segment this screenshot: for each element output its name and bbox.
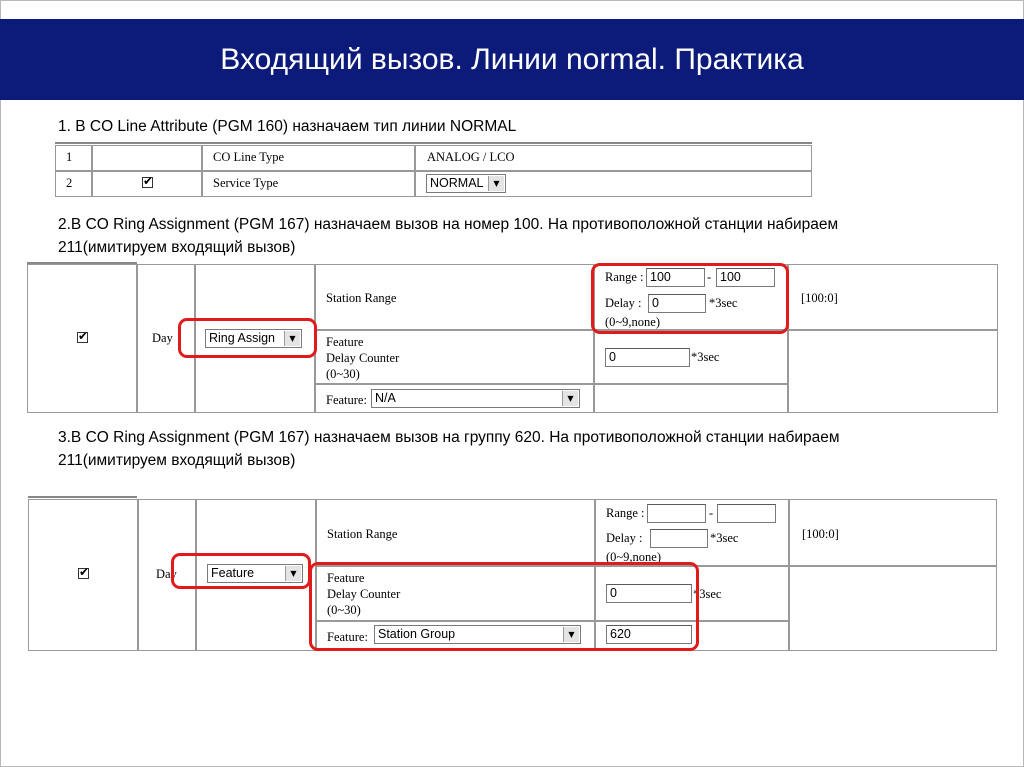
feature-group-highlight	[309, 562, 699, 651]
delay-label: Delay :	[605, 296, 642, 310]
bracket-value: [100:0]	[801, 291, 838, 305]
feature-checkbox[interactable]	[78, 565, 90, 579]
step-3-text-line1: 3.В CO Ring Assignment (PGM 167) назначаем вызов на группу 620. На противоположной станции набираем	[58, 429, 840, 446]
dropdown-arrow-icon: ▼	[285, 566, 301, 581]
checkbox-checked-icon: ✔	[79, 565, 90, 579]
range-label: Range :	[605, 270, 644, 284]
delay-unit: *3sec	[709, 296, 738, 310]
delay-counter-unit: *3sec	[693, 587, 722, 601]
empty-cell	[788, 330, 998, 413]
day-label: Day	[152, 331, 173, 345]
station-group-input[interactable]: 620	[606, 625, 692, 644]
row-number-cell	[55, 171, 92, 197]
mode-selected: Feature	[211, 566, 255, 580]
delay-counter-range: (0~30)	[327, 603, 361, 617]
row-number-cell	[55, 145, 92, 171]
service-type-checkbox[interactable]	[142, 174, 154, 188]
dropdown-arrow-icon: ▼	[562, 391, 578, 406]
co-line-type-value: ANALOG / LCO	[427, 150, 515, 164]
feature-row-label: Feature:	[327, 630, 368, 644]
slide-title: Входящий вызов. Линии normal. Практика	[220, 43, 804, 76]
delay-input[interactable]	[650, 529, 708, 548]
dropdown-arrow-icon: ▼	[488, 176, 504, 191]
delay-label: Delay :	[606, 531, 643, 545]
empty-cell	[594, 384, 788, 413]
range-dash: -	[707, 270, 712, 284]
range-delay-highlight	[591, 263, 789, 334]
row-number: 1	[66, 150, 73, 164]
feature-selected: N/A	[375, 391, 396, 405]
delay-input[interactable]: 0	[648, 294, 706, 313]
step-1-text: 1. В CO Line Attribute (PGM 160) назначаем тип линии NORMAL	[58, 118, 517, 135]
co-line-type-label: CO Line Type	[213, 150, 285, 164]
checkbox-checked-icon: ✔	[143, 174, 154, 188]
delay-counter-label: Delay Counter	[327, 587, 401, 601]
range-to-input[interactable]	[717, 504, 776, 523]
mode-selected: Ring Assign	[209, 331, 276, 345]
dropdown-arrow-icon: ▼	[563, 627, 579, 642]
step-3-text-line2: 211(имитируем входящий вызов)	[58, 452, 296, 469]
delay-counter-range: (0~30)	[326, 367, 360, 381]
delay-counter-input[interactable]: 0	[606, 584, 692, 603]
feature-selected: Station Group	[378, 627, 456, 641]
checkbox-checked-icon: ✔	[78, 329, 89, 343]
title-banner	[0, 19, 1024, 100]
day-label: Day	[156, 567, 177, 581]
station-range-label: Station Range	[326, 291, 397, 305]
range-dash: -	[709, 506, 714, 520]
row-check-cell	[92, 145, 202, 171]
feature-select[interactable]	[371, 389, 580, 408]
table-top-border	[28, 496, 137, 498]
delay-hint: (0~9,none)	[605, 315, 661, 329]
feature-label: Feature	[327, 571, 365, 585]
delay-hint: (0~9,none)	[606, 550, 662, 564]
step-2-text-line1: 2.В CO Ring Assignment (PGM 167) назначаем вызов на номер 100. На противоположной станции набираем	[58, 216, 839, 233]
delay-counter-unit: *3sec	[691, 350, 720, 364]
row-number: 2	[66, 176, 73, 190]
range-label: Range :	[606, 506, 645, 520]
range-to-input[interactable]: 100	[716, 268, 775, 287]
bracket-value: [100:0]	[802, 527, 839, 541]
service-type-select[interactable]	[426, 174, 506, 193]
feature-label: Feature	[326, 335, 364, 349]
table-top-border	[55, 142, 812, 144]
empty-cell	[789, 566, 997, 651]
mode-highlight	[171, 553, 311, 589]
dropdown-arrow-icon: ▼	[284, 331, 300, 346]
range-from-input[interactable]: 100	[646, 268, 705, 287]
delay-counter-input[interactable]: 0	[605, 348, 690, 367]
feature-row-label: Feature:	[326, 393, 367, 407]
step-2-text-line2: 211(имитируем входящий вызов)	[58, 239, 296, 256]
mode-highlight	[178, 318, 317, 358]
range-from-input[interactable]	[647, 504, 706, 523]
service-type-label: Service Type	[213, 176, 279, 190]
delay-counter-label: Delay Counter	[326, 351, 400, 365]
station-range-label: Station Range	[327, 527, 398, 541]
delay-unit: *3sec	[710, 531, 739, 545]
service-type-selected: NORMAL	[430, 176, 484, 190]
ring-assign-checkbox[interactable]	[77, 329, 89, 343]
